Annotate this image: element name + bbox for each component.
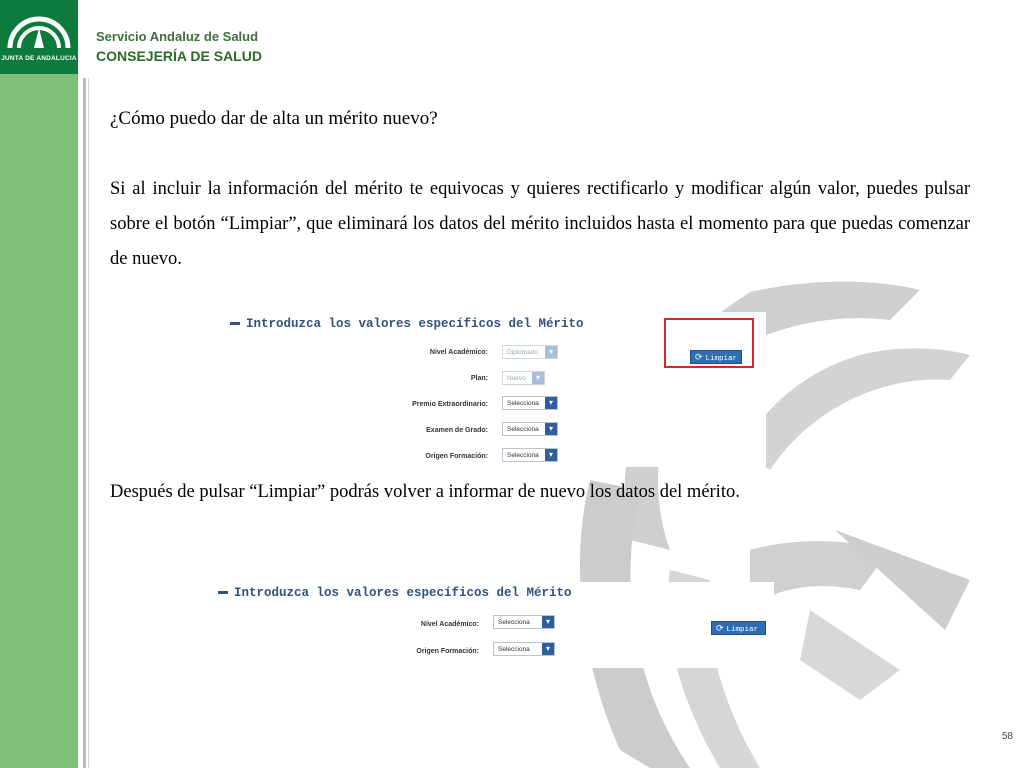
logo-caption: JUNTA DE ANDALUCIA (1, 55, 77, 62)
refresh-icon: ⟳ (695, 353, 703, 363)
vertical-divider (83, 78, 86, 768)
select-value: Nuevo (507, 375, 526, 382)
form-title-text: Introduzca los valores específicos del Mérito (246, 317, 584, 331)
select-value: Selecciona (498, 619, 530, 626)
field-label: Nivel Académico: (420, 621, 479, 628)
chevron-down-icon: ▾ (532, 372, 544, 384)
highlight-box (664, 318, 754, 368)
nivel-academico-select[interactable] (502, 345, 558, 359)
paragraph-after-clear: Después de pulsar “Limpiar” podrás volver a informar de nuevo los datos del mérito. (110, 482, 740, 502)
select-value: Diplomado (507, 349, 539, 356)
chevron-down-icon: ▾ (542, 643, 554, 655)
limpiar-label: Limpiar (726, 626, 759, 634)
collapse-dash-icon (230, 322, 240, 325)
sidebar-band (0, 0, 78, 768)
limpiar-label: Limpiar (705, 355, 738, 363)
field-label: Examen de Grado: (426, 427, 488, 434)
form-title (218, 586, 572, 600)
collapse-dash-icon (218, 591, 228, 594)
logo-arcs-icon (0, 0, 78, 56)
chevron-down-icon: ▾ (542, 616, 554, 628)
select-value: Selecciona (498, 646, 530, 653)
refresh-icon: ⟳ (716, 624, 724, 634)
limpiar-button[interactable] (711, 621, 766, 635)
origen-formacion-select[interactable] (493, 642, 555, 656)
select-value: Selecciona (507, 400, 539, 407)
form-title (230, 317, 584, 331)
nivel-academico-select[interactable] (493, 615, 555, 629)
select-value: Selecciona (507, 452, 539, 459)
page-heading: ¿Cómo puedo dar de alta un mérito nuevo? (110, 108, 438, 129)
field-label: Origen Formación: (416, 648, 479, 655)
select-value: Selecciona (507, 426, 539, 433)
org-department: CONSEJERÍA DE SALUD (96, 48, 262, 64)
chevron-down-icon: ▾ (545, 449, 557, 461)
examen-grado-select[interactable] (502, 422, 558, 436)
form-screenshot-2 (214, 582, 774, 668)
plan-select[interactable] (502, 371, 545, 385)
form-title-text: Introduzca los valores específicos del Mérito (234, 586, 572, 600)
org-name: Servicio Andaluz de Salud (96, 29, 259, 44)
premio-extraordinario-select[interactable] (502, 396, 558, 410)
junta-andalucia-logo (0, 0, 78, 74)
paragraph-instructions: Si al incluir la información del mérito te equivocas y quieres rectificarlo y modificar algún valor, puedes pulsar sobre el botón “Limpiar”, que eliminará los datos del mérito incluidos hasta el momento para que puedas comenzar de nuevo. (110, 179, 970, 269)
chevron-down-icon: ▾ (545, 423, 557, 435)
chevron-down-icon: ▾ (545, 346, 557, 358)
field-label: Premio Extraordinario: (412, 401, 488, 408)
field-label: Origen Formación: (425, 453, 488, 460)
field-label: Plan: (470, 375, 488, 382)
origen-formacion-select[interactable] (502, 448, 558, 462)
field-label: Nivel Académico: (429, 349, 488, 356)
chevron-down-icon: ▾ (545, 397, 557, 409)
vertical-divider-light (88, 78, 89, 768)
page-number: 58 (1001, 731, 1013, 742)
